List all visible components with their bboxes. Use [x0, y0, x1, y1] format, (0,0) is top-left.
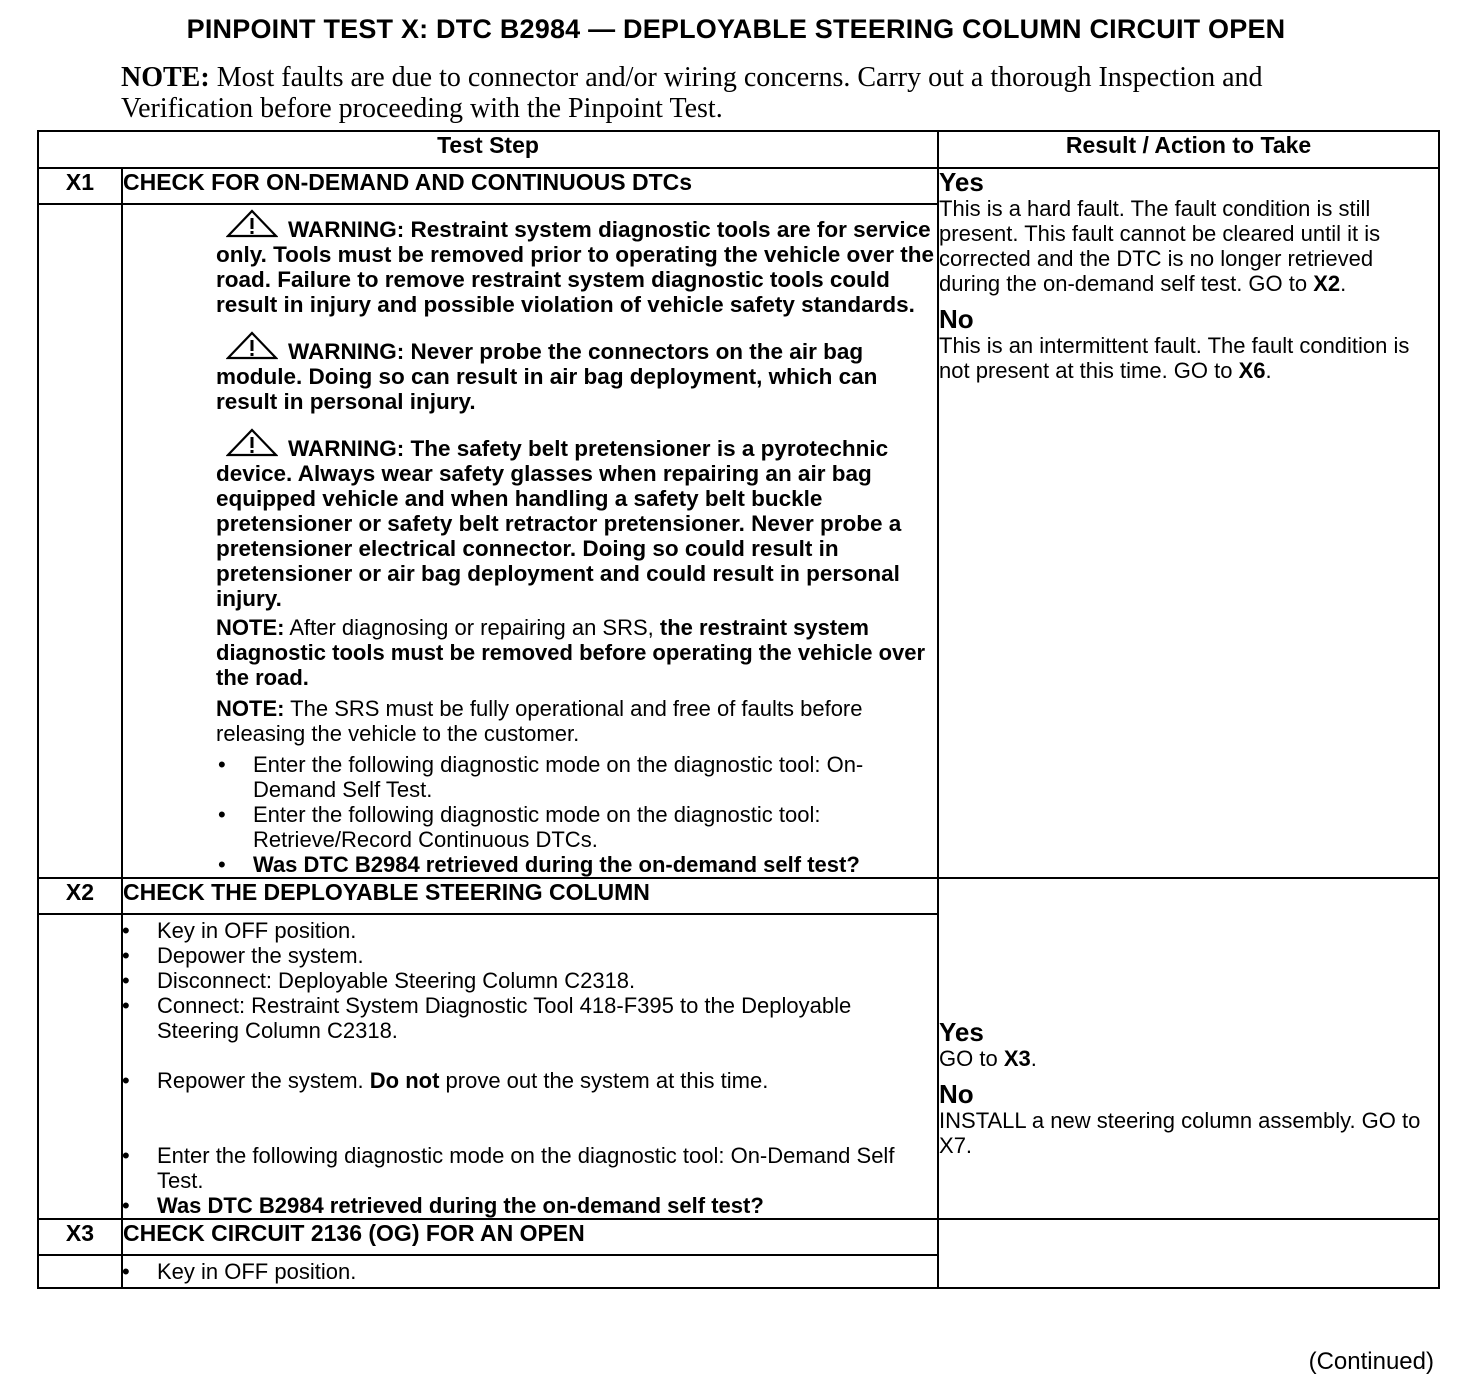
step-x1-question: [216, 852, 937, 877]
list-item: • Enter the following diagnostic mode on the diagnostic tool: On-Demand Self Test.: [216, 752, 937, 802]
step-x2-bullets: [122, 918, 937, 1218]
warning-2-text: WARNING: Never probe the connectors on the air bag module. Doing so can result in air bag deployment, which can result in personal injury.: [216, 339, 878, 414]
step-x2-question-text: Was DTC B2984 retrieved during the on-demand self test?: [157, 1193, 764, 1218]
step-x2-yes-goto: X3: [1003, 1046, 1031, 1071]
step-x2-id: X2: [38, 878, 122, 914]
step-x2-bullet5-b: Do not: [369, 1068, 440, 1093]
warning-triangle-icon: [226, 331, 278, 361]
step-x1-id-blank: [38, 204, 122, 878]
step-x2-result: [938, 878, 1439, 1219]
step-x2-question: [120, 1193, 937, 1218]
header-result: Result / Action to Take: [938, 131, 1439, 168]
list-item: • Depower the system.: [120, 943, 937, 968]
step-x3-id-blank: [38, 1255, 122, 1288]
warning-1: [216, 209, 937, 317]
header-test-step: Test Step: [38, 131, 938, 168]
step-x1-no-goto: X6: [1238, 358, 1266, 383]
step-x2-bullet5-a: Repower the system.: [157, 1068, 370, 1093]
warning-3: [216, 428, 937, 611]
step-x2-heading: CHECK THE DEPLOYABLE STEERING COLUMN: [122, 878, 938, 914]
list-item: • Key in OFF position.: [120, 918, 937, 943]
step-x1-result: [938, 168, 1439, 878]
step-x1-yes-label: Yes: [939, 167, 984, 197]
step-x1-yes-body: This is a hard fault. The fault condition is still present. This fault cannot be cleared until it is corrected and the DTC is no longer retrieved during the on-demand self test. GO to: [939, 196, 1381, 296]
step-x2-body: [122, 914, 938, 1219]
list-item: • Key in OFF position.: [120, 1259, 937, 1284]
step-x1-no-body: This is an intermittent fault. The fault condition is not present at this time. GO to: [939, 333, 1410, 383]
step-x1-question-text: Was DTC B2984 retrieved during the on-demand self test?: [253, 852, 860, 877]
step-x3-heading-row: [38, 1219, 1439, 1255]
note-1-text: After diagnosing or repairing an SRS,: [284, 615, 660, 640]
note-1: [216, 615, 937, 690]
note-2: [216, 696, 937, 746]
list-item: • Enter the following diagnostic mode on the diagnostic tool: On-Demand Self Test.: [120, 1143, 937, 1193]
step-x3-id: X3: [38, 1219, 122, 1255]
step-x1-yes-goto: X2: [1313, 271, 1341, 296]
step-x1-no-text: This is an intermittent fault. The fault condition is not present at this time. GO to X6.: [939, 333, 1410, 383]
step-x2-yes-text: GO to X3.: [939, 1046, 1037, 1071]
step-x1-bullets: [218, 752, 937, 877]
pinpoint-test-table: [37, 130, 1440, 1289]
warning-2: [216, 331, 937, 414]
note-1-bold: the restraint system diagnostic tools must be removed before operating the vehicle over the road.: [216, 615, 926, 690]
warning-triangle-icon: [226, 209, 278, 239]
step-x3-heading: CHECK CIRCUIT 2136 (OG) FOR AN OPEN: [122, 1219, 938, 1255]
step-x2-yes-body: GO to: [939, 1046, 1004, 1071]
list-item: • Enter the following diagnostic mode on the diagnostic tool: Retrieve/Record Continuous DTCs.: [216, 802, 937, 852]
note-2-text: The SRS must be fully operational and free of faults before releasing the vehicle to the customer.: [216, 696, 863, 746]
step-x2-no-text: INSTALL a new steering column assembly. GO to X7.: [939, 1108, 1421, 1158]
warning-triangle-icon: [226, 428, 278, 458]
note-1-label: NOTE:: [216, 615, 285, 640]
list-item: • Disconnect: Deployable Steering Column C2318.: [120, 968, 937, 993]
intro-note-label: NOTE:: [121, 62, 210, 93]
intro-note: [121, 62, 1321, 124]
step-x3-result: [938, 1219, 1439, 1288]
step-x1-id: X1: [38, 168, 122, 204]
step-x1-no-label: No: [939, 304, 974, 334]
step-x1-body: [122, 204, 938, 878]
list-item: [120, 1068, 937, 1093]
list-item: • Connect: Restraint System Diagnostic Tool 418-F395 to the Deployable Steering Column C2318.: [120, 993, 937, 1043]
step-x1-yes-text: This is a hard fault. The fault condition is still present. This fault cannot be cleared until it is corrected and the DTC is no longer retrieved during the on-demand self test. GO to X2.: [939, 196, 1381, 296]
step-x2-heading-row: [38, 878, 1439, 914]
step-x1-heading-row: [38, 168, 1439, 204]
table-header-row: [38, 131, 1439, 168]
step-x3-bullets: [122, 1259, 937, 1284]
step-x2-bullet5-c: prove out the system at this time.: [439, 1068, 769, 1093]
intro-note-text: Most faults are due to connector and/or wiring concerns. Carry out a thorough Inspection and Verification before proceeding with the Pinpoint Test.: [121, 62, 1263, 124]
step-x2-id-blank: [38, 914, 122, 1219]
step-x2-yes-label: Yes: [939, 1017, 984, 1047]
step-x3-body: [122, 1255, 938, 1288]
step-x1-heading: CHECK FOR ON-DEMAND AND CONTINUOUS DTCs: [122, 168, 938, 204]
warning-1-text: WARNING: Restraint system diagnostic tools are for service only. Tools must be removed prior to operating the vehicle over the road. Failure to remove restraint system diagnostic tools could result in injury and possible violation of vehicle safety standards.: [216, 217, 935, 317]
warning-3-text: WARNING: The safety belt pretensioner is a pyrotechnic device. Always wear safety glasses when repairing an air bag equipped vehicle and when handling a safety belt buckle pretensioner or safety belt retractor pretensioner. Never probe a pretensioner electrical connector. Doing so could result in pretensioner or air bag deployment and could result in personal injury.: [216, 436, 902, 611]
step-x2-no-label: No: [939, 1079, 974, 1109]
continued-label: (Continued): [1308, 1348, 1434, 1375]
page-title: PINPOINT TEST X: DTC B2984 — DEPLOYABLE STEERING COLUMN CIRCUIT OPEN: [186, 14, 1286, 44]
note-2-label: NOTE:: [216, 696, 285, 721]
